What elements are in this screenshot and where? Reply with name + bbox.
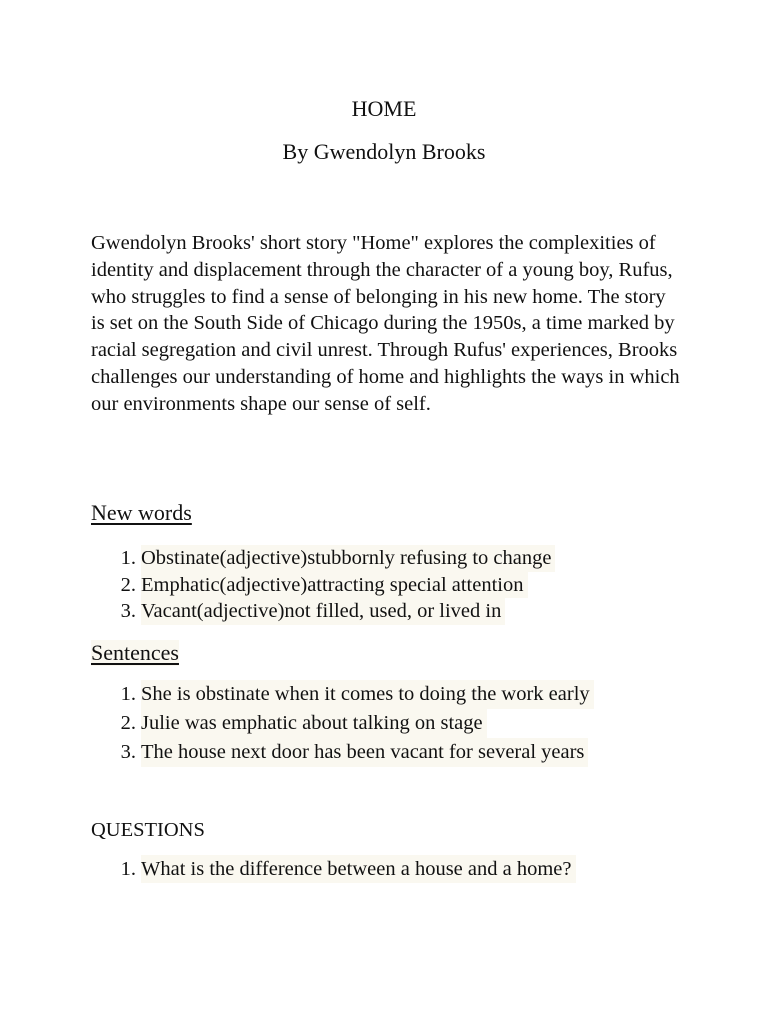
list-number: 2. (120, 712, 136, 734)
word-definition: Emphatic(adjective)attracting special attention (141, 572, 528, 599)
list-number: 1. (120, 683, 136, 705)
list-number: 1. (120, 858, 136, 880)
list-item (91, 680, 594, 709)
example-sentence: The house next door has been vacant for several years (141, 738, 588, 767)
list-number: 2. (120, 573, 136, 596)
list-item (91, 738, 594, 767)
questions-list (91, 855, 576, 883)
intro-paragraph: Gwendolyn Brooks' short story "Home" explores the complexities of identity and displacement through the character of a young boy, Rufus, who struggles to find a sense of belonging in his new home. The story is set on the South Side of Chicago during the 1950s, a time marked by racial segregation and civil unrest. Through Rufus' experiences, Brooks challenges our understanding of home and highlights the ways in which our environments shape our sense of self. (91, 232, 680, 415)
list-item (91, 855, 576, 883)
list-number: 1. (120, 547, 136, 569)
list-number: 3. (120, 741, 136, 763)
new-words-heading: New words (91, 500, 192, 525)
example-sentence: Julie was emphatic about talking on stage (141, 709, 487, 738)
list-number: 3. (120, 600, 136, 622)
new-words-list (91, 545, 555, 625)
list-item (91, 545, 555, 572)
list-item (91, 598, 555, 625)
example-sentence: She is obstinate when it comes to doing the work early (141, 680, 594, 709)
word-definition: Vacant(adjective)not filled, used, or lived in (141, 598, 505, 625)
list-item (91, 572, 555, 599)
list-item (91, 709, 594, 738)
word-definition: Obstinate(adjective)stubbornly refusing to change (141, 545, 555, 572)
sentences-heading: Sentences (91, 640, 179, 665)
document-author: By Gwendolyn Brooks (282, 139, 486, 164)
sentences-list (91, 680, 594, 767)
question-text: What is the difference between a house and a home? (141, 855, 576, 883)
questions-heading: QUESTIONS (91, 819, 205, 841)
document-title: HOME (351, 96, 417, 121)
